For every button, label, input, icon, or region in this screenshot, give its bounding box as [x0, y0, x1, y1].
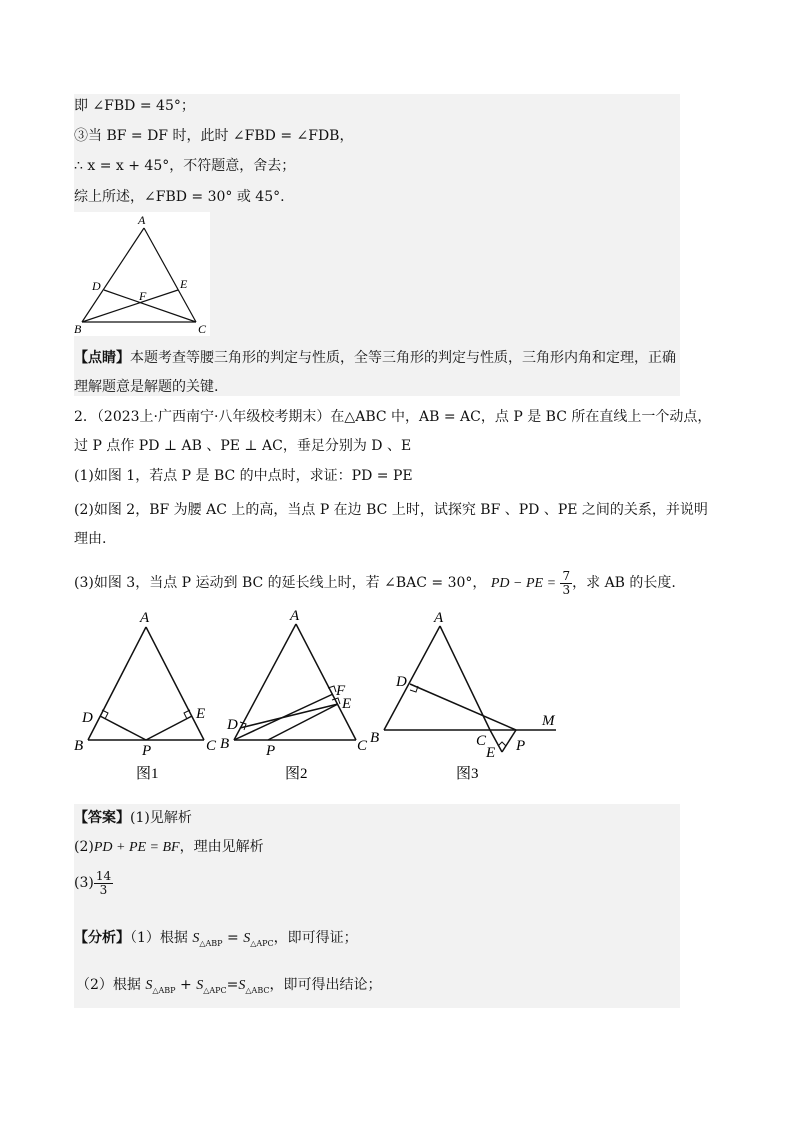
- fig3-label-E: E: [486, 745, 496, 761]
- label-E: E: [180, 277, 188, 291]
- area-subscript: △APC: [203, 985, 227, 995]
- comment-line-1: [74, 348, 676, 368]
- analysis-2-after: ，即可得出结论；: [269, 977, 382, 993]
- plus-sign: +: [175, 977, 197, 993]
- solution-line-4: 综上所述，∠FBD = 30° 或 45°.: [74, 189, 285, 205]
- fig3-label-B: B: [370, 730, 380, 746]
- label-F: F: [139, 289, 147, 303]
- label-B: B: [74, 322, 82, 336]
- analysis-1-after: ，即可得证；: [273, 930, 358, 946]
- fig1-label-D: D: [82, 710, 93, 726]
- fig3-label-C: C: [476, 733, 487, 749]
- fig2-label-D: D: [227, 717, 238, 733]
- question-3-text: (3)如图 3，当点 P 运动到 BC 的延长线上时，若 ∠BAC = 30°，: [74, 575, 487, 591]
- area-symbol: S: [196, 978, 204, 993]
- area-subscript: △ABP: [152, 985, 176, 995]
- answer-2-formula: PD + PE = BF: [93, 840, 180, 855]
- fig1-label-E: E: [196, 706, 206, 722]
- fraction-numerator: 7: [562, 568, 571, 583]
- fig3-caption: 图3: [456, 766, 479, 782]
- solution-line-1: 即 ∠FBD = 45°；: [74, 98, 195, 114]
- solution-line-3: ∴ x = x + 45°，不符题意，舍去；: [74, 158, 296, 174]
- fraction-denominator: 3: [562, 582, 571, 597]
- answer-tag: 【答案】: [74, 810, 130, 826]
- figures-row: [70, 600, 570, 790]
- area-symbol: S: [238, 978, 246, 993]
- fig1-label-A: A: [140, 610, 150, 626]
- fig2-label-C: C: [357, 738, 368, 754]
- fig3-label-M: M: [542, 713, 555, 729]
- fig1-label-P: P: [142, 743, 152, 759]
- area-symbol: S: [192, 931, 200, 946]
- fig2-label-E: E: [342, 696, 352, 712]
- comment-tag: 【点睛】: [74, 350, 130, 366]
- fig2-label-B: B: [220, 736, 230, 752]
- analysis-1-before: （1）根据: [130, 930, 188, 946]
- area-subscript: △ABC: [245, 985, 270, 995]
- analysis-line-2: [76, 975, 381, 1001]
- problem-line-1: 2．（2023上·广西南宁·八年级校考期末）在△ABC 中，AB = AC，点 P 是 BC 所在直线上一个动点，: [74, 409, 712, 425]
- solution-line-2: ③当 BF = DF 时，此时 ∠FBD = ∠FDB，: [74, 128, 354, 144]
- fig2-caption: 图2: [285, 766, 308, 782]
- analysis-tag: 【分析】: [74, 930, 130, 946]
- fig2-label-P: P: [266, 743, 276, 759]
- label-A: A: [138, 213, 146, 227]
- area-symbol: S: [145, 978, 153, 993]
- answer-3-fraction: [94, 870, 113, 897]
- answer-3-denominator: 3: [99, 882, 108, 897]
- answer-2-suffix: ，理由见解析: [179, 839, 264, 855]
- answer-line-3: [74, 866, 113, 900]
- answer-3-prefix: (3): [74, 875, 94, 891]
- problem-line-2: 过 P 点作 PD ⊥ AB 、PE ⊥ AC，垂足分别为 D 、E: [74, 438, 412, 454]
- answer-line-2: [74, 837, 264, 858]
- area-subscript: △APC: [250, 938, 274, 948]
- question-2-line-1: (2)如图 2，BF 为腰 AC 上的高，当点 P 在边 BC 上时，试探究 BF 、PD 、PE 之间的关系，并说明: [74, 502, 708, 518]
- question-1: (1)如图 1，若点 P 是 BC 的中点时，求证：PD = PE: [74, 468, 413, 484]
- area-symbol: S: [243, 931, 251, 946]
- fig2-label-F: F: [336, 683, 346, 699]
- figure-3: [370, 610, 556, 782]
- comment-text-1: 本题考查等腰三角形的判定与性质，全等三角形的判定与性质，三角形内角和定理，正确: [130, 350, 676, 366]
- answer-2-prefix: (2): [74, 839, 94, 855]
- figure-1: [74, 610, 217, 782]
- label-D: D: [92, 279, 101, 293]
- comment-line-2: 理解题意是解题的关键.: [74, 379, 219, 395]
- analysis-2-before: （2）根据: [76, 977, 141, 993]
- answer-1: (1)见解析: [130, 810, 192, 826]
- figure-2: [220, 608, 368, 782]
- label-C: C: [198, 322, 207, 336]
- fig1-label-C: C: [206, 738, 217, 754]
- question-3-lhs: PD − PE =: [490, 576, 557, 591]
- question-3: [74, 566, 676, 601]
- answer-3-numerator: 14: [95, 868, 112, 883]
- fig1-caption: 图1: [136, 766, 159, 782]
- fig2-label-A: A: [290, 608, 300, 624]
- equals-sign: =: [222, 930, 244, 946]
- analysis-line-1: [74, 928, 358, 954]
- equals-sign: =: [226, 977, 239, 993]
- answer-line-1: [74, 808, 192, 828]
- fig3-label-D: D: [396, 674, 407, 690]
- question-3-after: ，求 AB 的长度.: [572, 575, 676, 591]
- triangle-figure-top: [74, 212, 210, 336]
- fig3-label-A: A: [434, 610, 444, 626]
- question-2-line-2: 理由.: [74, 531, 107, 547]
- fraction-7-3: [560, 570, 572, 597]
- area-subscript: △ABP: [199, 938, 223, 948]
- fig1-label-B: B: [74, 738, 84, 754]
- fig3-label-P: P: [516, 738, 526, 754]
